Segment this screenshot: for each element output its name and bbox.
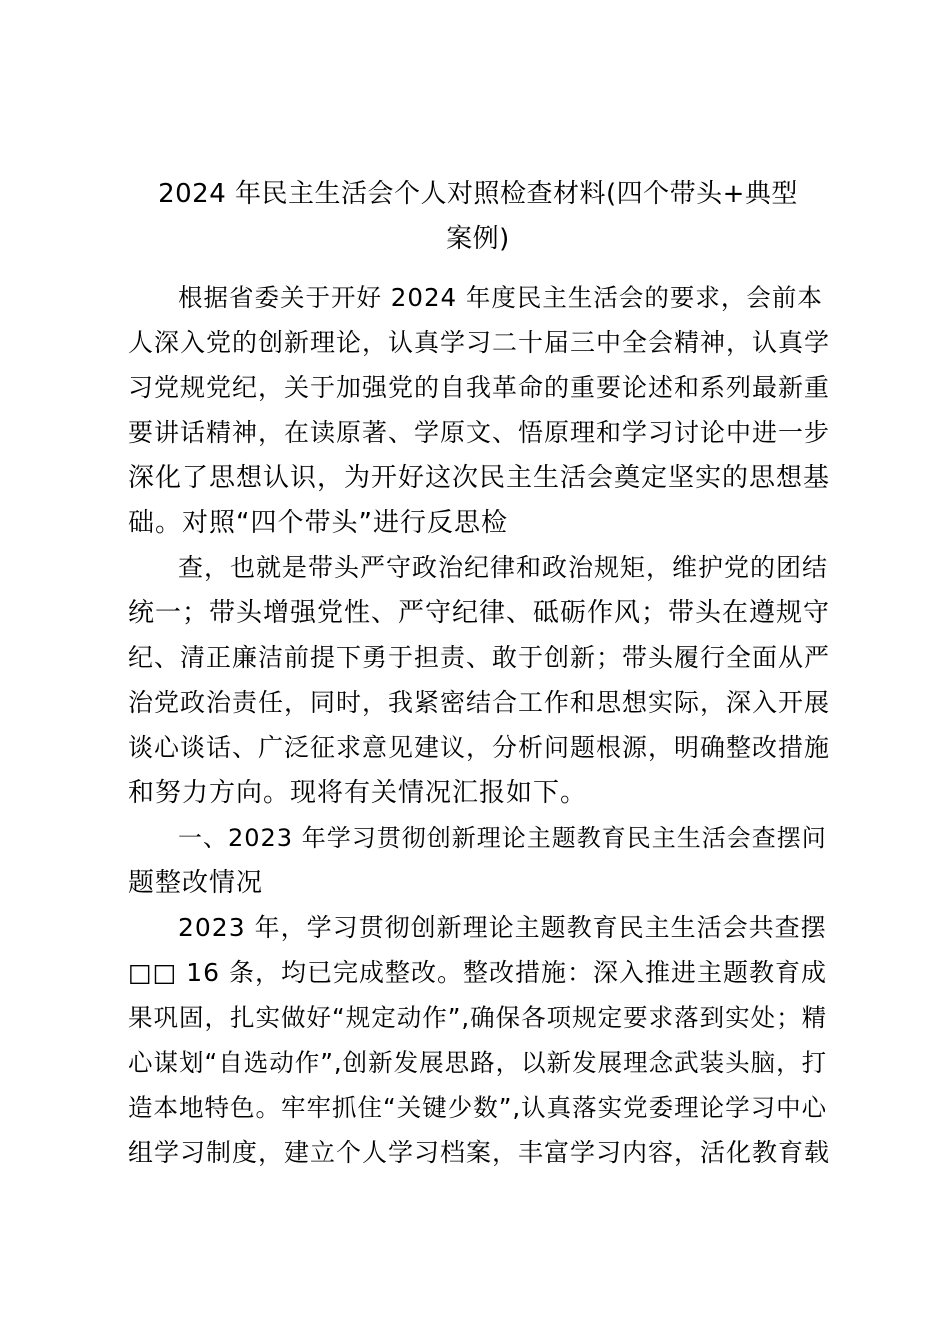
body-line: 谈心谈话、广泛征求意见建议，分析问题根源，明确整改措施 bbox=[128, 733, 831, 762]
body-line: 础。对照“四个带头”进行反思检 bbox=[128, 508, 508, 538]
body-line: 习党规党纪，关于加强党的自我革命的重要论述和系列最新重 bbox=[128, 373, 831, 402]
body-line: 要讲话精神，在读原著、学原文、悟原理和学习讨论中进一步 bbox=[128, 418, 831, 447]
body-line: 查，也就是带头严守政治纪律和政治规矩，维护党的团结 bbox=[178, 553, 829, 582]
title-line-1: 2024 年民主生活会个人对照检查材料(四个带头+典型 bbox=[158, 179, 798, 209]
body-line: 心谋划“自选动作”,创新发展思路，以新发展理念武装头脑，打 bbox=[128, 1048, 828, 1077]
body-line: 组学习制度，建立个人学习档案，丰富学习内容，活化教育载 bbox=[128, 1138, 831, 1167]
body-line: 造本地特色。牢牢抓住“关键少数”,认真落实党委理论学习中心 bbox=[128, 1093, 828, 1122]
body-line: 纪、清正廉洁前提下勇于担责、敢于创新；带头履行全面从严 bbox=[128, 643, 831, 672]
body-line: 治党政治责任，同时，我紧密结合工作和思想实际，深入开展 bbox=[128, 688, 831, 717]
body-line: 果巩固，扎实做好“规定动作”,确保各项规定要求落到实处；精 bbox=[128, 1003, 828, 1032]
title-line-2: 案例) bbox=[446, 224, 510, 254]
body-line: □□ 16 条，均已完成整改。整改措施：深入推进主题教育成 bbox=[128, 958, 827, 987]
section-heading-line: 题整改情况 bbox=[128, 868, 264, 898]
body-line: 人深入党的创新理论，认真学习二十届三中全会精神，认真学 bbox=[128, 328, 831, 357]
body-line: 2023 年，学习贯彻创新理论主题教育民主生活会共查摆 bbox=[178, 913, 827, 942]
document-title bbox=[118, 172, 838, 262]
section-heading-line: 一、2023 年学习贯彻创新理论主题教育民主生活会查摆问 bbox=[178, 824, 827, 852]
body-line: 统一；带头增强党性、严守纪律、砥砺作风；带头在遵规守 bbox=[128, 598, 831, 628]
body-line: 深化了思想认识，为开好这次民主生活会奠定坚实的思想基 bbox=[128, 463, 831, 493]
body-line: 根据省委关于开好 2024 年度民主生活会的要求，会前本 bbox=[178, 283, 823, 312]
body-line: 和努力方向。现将有关情况汇报如下。 bbox=[128, 778, 588, 808]
